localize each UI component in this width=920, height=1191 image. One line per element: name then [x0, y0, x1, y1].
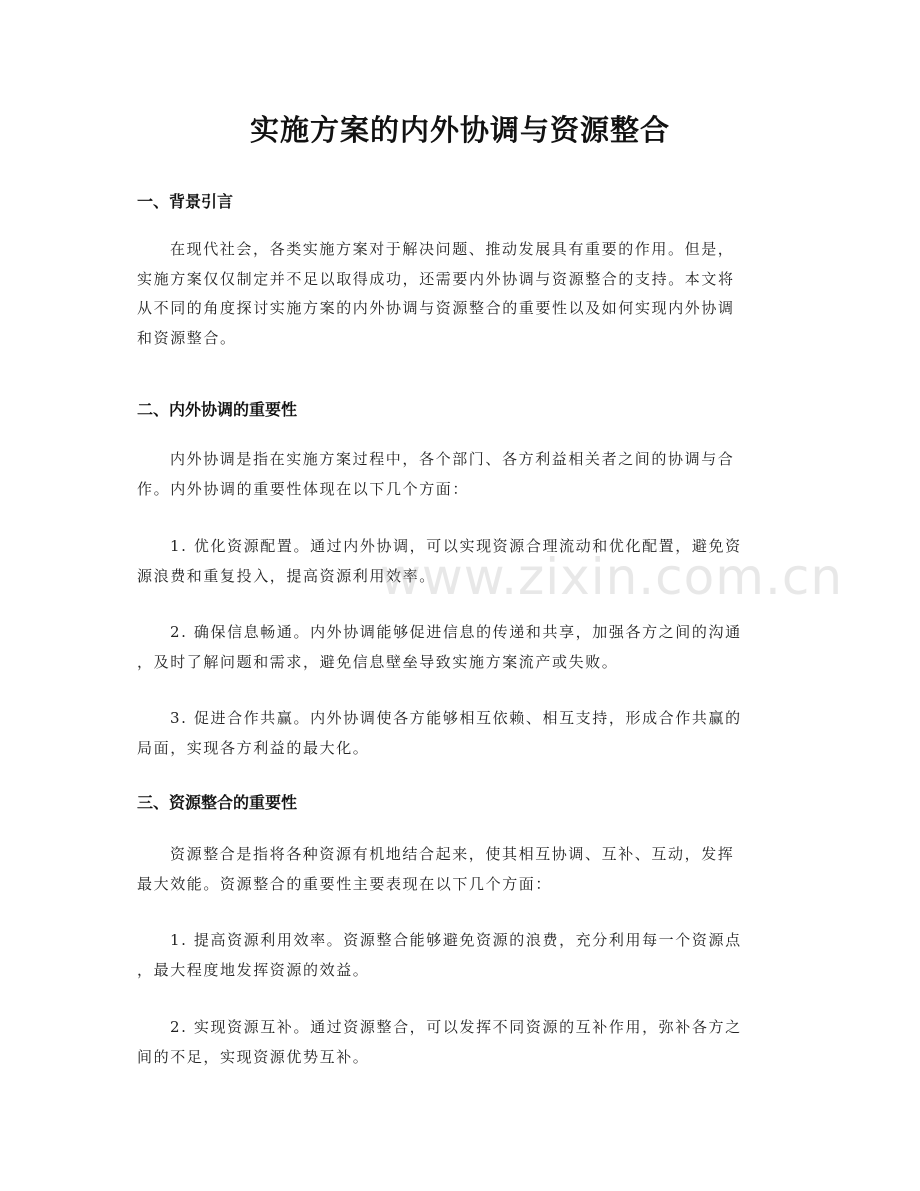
paragraph-line: 作。内外协调的重要性体现在以下几个方面： — [137, 479, 470, 498]
paragraph-line: 源浪费和重复投入，提高资源利用效率。 — [137, 566, 436, 585]
paragraph-2-4 — [137, 704, 785, 763]
document-title: 实施方案的内外协调与资源整合 — [249, 113, 670, 147]
paragraph-1-1 — [137, 235, 785, 353]
paragraph-line: 2. 确保信息畅通。内外协调能够促进信息的传递和共享，加强各方之间的沟通 — [170, 623, 742, 641]
section-heading-2: 二、内外协调的重要性 — [137, 400, 298, 419]
paragraph-line: 局面，实现各方利益的最大化。 — [137, 738, 370, 757]
paragraph-2-1 — [137, 445, 785, 504]
paragraph-line: ，及时了解问题和需求，避免信息壁垒导致实施方案流产或失败。 — [137, 652, 619, 671]
paragraph-2-3 — [137, 618, 785, 677]
paragraph-line: 资源整合是指将各种资源有机地结合起来，使其相互协调、互补、互动，发挥 — [170, 845, 735, 863]
paragraph-line: 3. 促进合作共赢。内外协调使各方能够相互依赖、相互支持，形成合作共赢的 — [170, 709, 742, 727]
paragraph-2-2 — [137, 532, 785, 591]
paragraph-3-1 — [137, 840, 785, 899]
paragraph-line: 内外协调是指在实施方案过程中，各个部门、各方利益相关者之间的协调与合 — [170, 450, 735, 468]
section-heading-3: 三、资源整合的重要性 — [137, 793, 298, 812]
paragraph-line: 最大效能。资源整合的重要性主要表现在以下几个方面： — [137, 874, 553, 893]
paragraph-line: 在现代社会，各类实施方案对于解决问题、推动发展具有重要的作用。但是， — [170, 240, 735, 258]
paragraph-line: 2. 实现资源互补。通过资源整合，可以发挥不同资源的互补作用，弥补各方之 — [170, 1018, 742, 1036]
paragraph-line: 间的不足，实现资源优势互补。 — [137, 1047, 370, 1066]
paragraph-line: 和资源整合。 — [137, 328, 237, 347]
paragraph-line: ，最大程度地发挥资源的效益。 — [137, 960, 370, 979]
paragraph-line: 1. 提高资源利用效率。资源整合能够避免资源的浪费，充分利用每一个资源点 — [170, 931, 742, 949]
paragraph-3-3 — [137, 1013, 785, 1072]
watermark: www.zixin.com.cn — [380, 548, 844, 606]
paragraph-line: 实施方案仅仅制定并不足以取得成功，还需要内外协调与资源整合的支持。本文将 — [137, 269, 735, 288]
paragraph-line: 从不同的角度探讨实施方案的内外协调与资源整合的重要性以及如何实现内外协调 — [137, 299, 735, 317]
paragraph-3-2 — [137, 926, 785, 985]
section-heading-1: 一、背景引言 — [137, 192, 234, 211]
paragraph-line: 1. 优化资源配置。通过内外协调，可以实现资源合理流动和优化配置，避免资 — [170, 537, 742, 555]
